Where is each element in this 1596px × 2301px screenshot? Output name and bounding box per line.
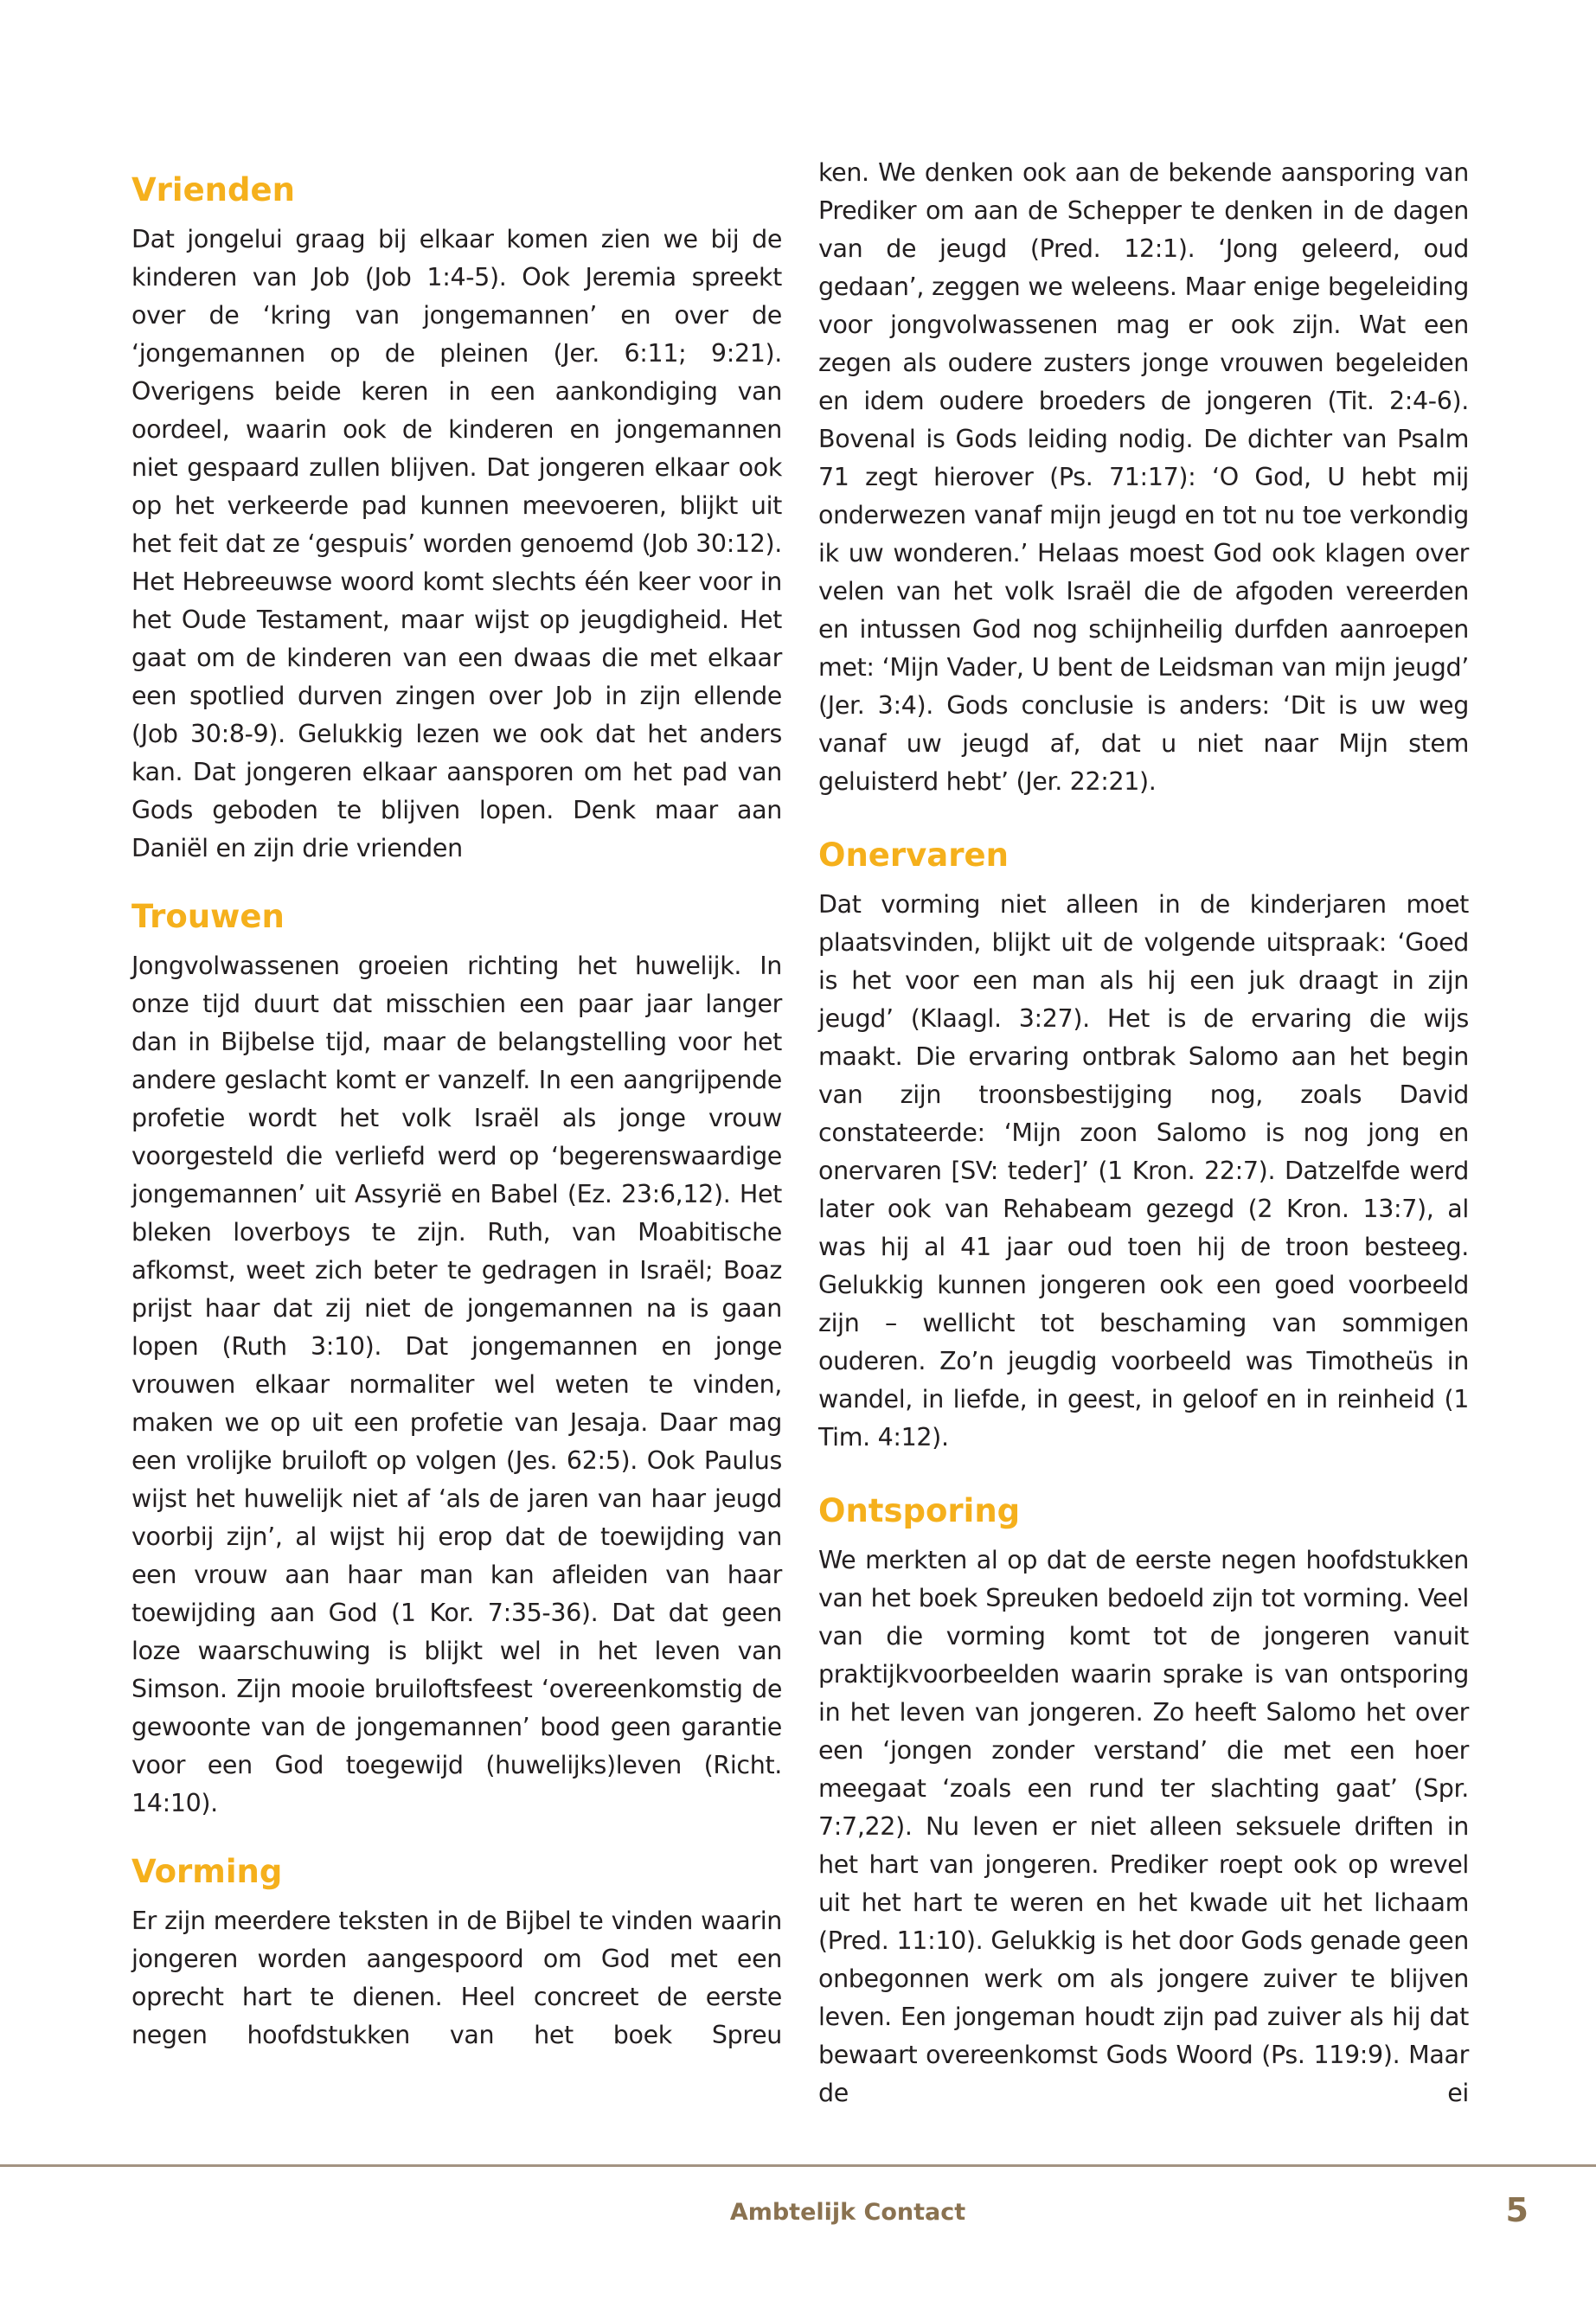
heading-vorming: Vorming xyxy=(131,1853,283,1890)
paragraph-vorming-continued: ken. We denken ook aan de bekende aansporing van Prediker om aan de Schepper te denken in de dagen van de jeugd (Pred. 12:1). ‘Jong geleerd, oud gedaan’, zeggen we weleens. Maar enige begeleiding voor jongvolwassenen mag er ook zijn. Wat een zegen als oudere zusters jonge vrouwen begeleiden en idem oudere broeders de jongeren (Tit. 2:4-6). Bovenal is Gods leiding nodig. De dichter van Psalm 71 zegt hierover (Ps. 71:17): ‘O God, U hebt mij onderwezen vanaf mijn jeugd en tot nu toe verkondig ik uw wonderen.’ Helaas moest God ook klagen over velen van het volk Israël die de afgoden vereerden en intussen God nog schijnheilig durfden aanroepen met: ‘Mijn Vader, U bent de Leidsman van mijn jeugd’ (Jer. 3:4). Gods conclusie is anders: ‘Dit is uw weg vanaf uw jeugd af, dat u niet naar Mijn stem geluisterd hebt’ (Jer. 22:21). xyxy=(818,158,1469,796)
paragraph-trouwen: Jongvolwassenen groeien richting het huwelijk. In onze tijd duurt dat misschien een paar jaar langer dan in Bijbelse tijd, maar de belangstelling voor het andere geslacht komt er vanzelf. In een aangrijpende profetie wordt het volk Israël als jonge vrouw voorgesteld die verliefd werd op ‘begerenswaardige jongemannen’ uit Assyrië en Babel (Ez. 23:6,12). Het bleken loverboys te zijn. Ruth, van Moabitische afkomst, weet zich beter te gedragen in Israël; Boaz prijst haar dat zij niet de jongemannen na is gaan lopen (Ruth 3:10). Dat jongemannen en jonge vrouwen elkaar normaliter wel weten te vinden, maken we op uit een profetie van Jesaja. Daar mag een vrolijke bruiloft op volgen (Jes. 62:5). Ook Paulus wijst het huwelijk niet af ‘als de jaren van haar jeugd voorbij zijn’, al wijst hij erop dat de toewijding van een vrouw aan haar man kan afleiden van haar toewijding aan God (1 Kor. 7:35-36). Dat dat geen loze waarschuwing is blijkt wel in het leven van Simson. Zijn mooie bruiloftsfeest ‘overeenkomstig de gewoonte van de jongemannen’ bood geen garantie voor een God toegewijd (huwelijks)leven (Richt. 14:10). xyxy=(131,952,782,1817)
footer-divider xyxy=(0,2164,1596,2167)
paragraph-vrienden: Dat jongelui graag bij elkaar komen zien we bij de kinderen van Job (Job 1:4-5). Ook Jeremia spreekt over de ‘kring van jongemannen’ en over de ‘jongemannen op de pleinen (Jer. 6:11; 9:21). Overigens beide keren in een aankondiging van oordeel, waarin ook de kinderen en jongemannen niet gespaard zullen blijven. Dat jongeren elkaar ook op het verkeerde pad kunnen meevoeren, blijkt uit het feit dat ze ‘gespuis’ worden genoemd (Job 30:12). Het Hebreeuwse woord komt slechts één keer voor in het Oude Testament, maar wijst op jeugdigheid. Het gaat om de kinderen van een dwaas die met elkaar een spotlied durven zingen over Job in zijn ellende (Job 30:8-9). Gelukkig lezen we ook dat het anders kan. Dat jongeren elkaar aansporen om het pad van Gods geboden te blijven lopen. Denk maar aan Daniël en zijn drie vrienden xyxy=(131,225,782,862)
heading-onervaren: Onervaren xyxy=(818,836,1009,874)
heading-vrienden: Vrienden xyxy=(131,171,295,208)
heading-trouwen: Trouwen xyxy=(131,898,285,935)
page-number: 5 xyxy=(1505,2191,1529,2229)
footer-publication-title: Ambtelijk Contact xyxy=(729,2199,966,2226)
heading-ontsporing: Ontsporing xyxy=(818,1492,1021,1529)
paragraph-onervaren: Dat vorming niet alleen in de kinderjaren moet plaatsvinden, blijkt uit de volgende uitspraak: ‘Goed is het voor een man als hij een juk draagt in zijn jeugd’ (Klaagl. 3:27). Het is de ervaring die wijs maakt. Die ervaring ontbrak Salomo aan het begin van zijn troonsbestijging nog, zoals David constateerde: ‘Mijn zoon Salomo is nog jong en onervaren [SV: teder]’ (1 Kron. 22:7). Datzelfde werd later ook van Rehabeam gezegd (2 Kron. 13:7), al was hij al 41 jaar oud toen hij de troon besteeg. Gelukkig kunnen jongeren ook een goed voorbeeld zijn – wellicht tot beschaming van sommigen ouderen. Zo’n jeugdig voorbeeld was Timotheüs in wandel, in liefde, in geest, in geloof en in reinheid (1 Tim. 4:12). xyxy=(818,890,1469,1452)
left-column xyxy=(131,156,782,2082)
right-column xyxy=(818,154,1469,2140)
paragraph-vorming: Er zijn meerdere teksten in de Bijbel te vinden waarin jongeren worden aangespoord om God met een oprecht hart te dienen. Heel concreet de eerste negen hoofdstukken van het boek Spreu xyxy=(131,1907,782,2049)
paragraph-ontsporing: We merkten al op dat de eerste negen hoofdstukken van het boek Spreuken bedoeld zijn tot vorming. Veel van die vorming komt tot de jongeren vanuit praktijkvoorbeelden waarin sprake is van ontsporing in het leven van jongeren. Zo heeft Salomo het over een ‘jongen zonder verstand’ die met een hoer meegaat ‘zoals een rund ter slachting gaat’ (Spr. 7:7,22). Nu leven er niet alleen seksuele driften in het hart van jongeren. Prediker roept ook op wrevel uit het hart te weren en het kwade uit het lichaam (Pred. 11:10). Gelukkig is het door Gods genade geen onbegonnen werk om als jongere zuiver te blijven leven. Een jongeman houdt zijn pad zuiver als hij dat bewaart overeenkomst Gods Woord (Ps. 119:9). Maar de ei xyxy=(818,1546,1469,2107)
